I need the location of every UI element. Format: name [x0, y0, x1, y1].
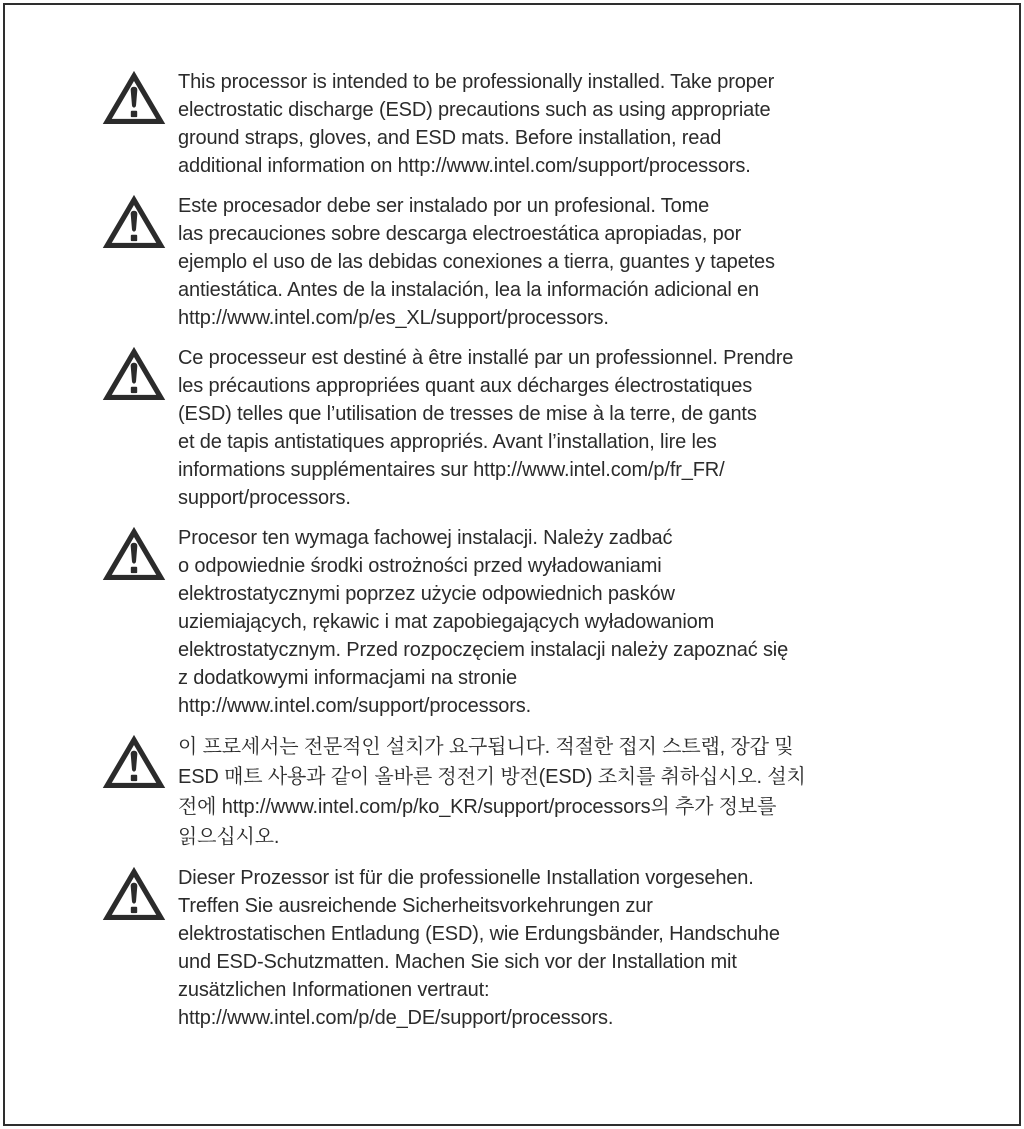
text-line: 읽으십시오.	[178, 826, 280, 848]
text-line: elektrostatischen Entladung (ESD), wie Erdungsbänder, Handschuhe	[178, 923, 780, 945]
warning-triangle-icon	[104, 192, 166, 251]
warning-triangle-icon	[104, 864, 166, 923]
warning-triangle-icon	[104, 68, 166, 127]
warning-notice-content	[104, 68, 961, 1044]
warning-notice-page	[3, 3, 1021, 1126]
warning-paragraph-polish	[104, 524, 961, 720]
text-line: Dieser Prozessor ist für die professionelle Installation vorgesehen.	[178, 867, 754, 889]
text-line: Treffen Sie ausreichende Sicherheitsvorkehrungen zur	[178, 895, 653, 917]
text-line: Este procesador debe ser instalado por un profesional. Tome	[178, 195, 710, 217]
warning-paragraph-korean	[104, 732, 961, 852]
warning-text-korean	[178, 732, 806, 852]
warning-text-spanish	[178, 192, 775, 332]
text-line: elektrostatycznymi poprzez użycie odpowiednich pasków	[178, 583, 675, 605]
warning-triangle-icon	[104, 732, 166, 791]
warning-paragraph-german	[104, 864, 961, 1032]
warning-text-german	[178, 864, 780, 1032]
warning-paragraph-french	[104, 344, 961, 512]
text-line: http://www.intel.com/p/es_XL/support/processors.	[178, 307, 609, 329]
text-line: (ESD) telles que l’utilisation de tresses de mise à la terre, de gants	[178, 403, 757, 425]
warning-text-english	[178, 68, 774, 180]
text-line: http://www.intel.com/support/processors.	[178, 695, 532, 717]
warning-triangle-icon	[104, 524, 166, 583]
text-line: 전에 http://www.intel.com/p/ko_KR/support/processors의 추가 정보를	[178, 796, 777, 818]
text-line: antiestática. Antes de la instalación, lea la información adicional en	[178, 279, 759, 301]
warning-text-polish	[178, 524, 788, 720]
text-line: http://www.intel.com/p/de_DE/support/processors.	[178, 1007, 614, 1029]
text-line: z dodatkowymi informacjami na stronie	[178, 667, 518, 689]
text-line: ground straps, gloves, and ESD mats. Before installation, read	[178, 127, 722, 149]
warning-paragraph-spanish	[104, 192, 961, 332]
text-line: ejemplo el uso de las debidas conexiones a tierra, guantes y tapetes	[178, 251, 775, 273]
text-line: elektrostatycznym. Przed rozpoczęciem instalacji należy zapoznać się	[178, 639, 789, 661]
text-line: support/processors.	[178, 487, 351, 509]
text-line: uziemiających, rękawic i mat zapobiegających wyładowaniom	[178, 611, 715, 633]
text-line: et de tapis antistatiques appropriés. Avant l’installation, lire les	[178, 431, 717, 453]
text-line: electrostatic discharge (ESD) precautions such as using appropriate	[178, 99, 771, 121]
warning-triangle-icon	[104, 344, 166, 403]
warning-text-french	[178, 344, 793, 512]
text-line: o odpowiednie środki ostrożności przed wyładowaniami	[178, 555, 662, 577]
text-line: les précautions appropriées quant aux décharges électrostatiques	[178, 375, 753, 397]
text-line: 이 프로세서는 전문적인 설치가 요구됩니다. 적절한 접지 스트랩, 장갑 및	[178, 736, 794, 758]
text-line: This processor is intended to be professionally installed. Take proper	[178, 71, 775, 93]
text-line: und ESD-Schutzmatten. Machen Sie sich vor der Installation mit	[178, 951, 737, 973]
text-line: ESD 매트 사용과 같이 올바른 정전기 방전(ESD) 조치를 취하십시오. 설치	[178, 766, 806, 788]
text-line: las precauciones sobre descarga electroestática apropiadas, por	[178, 223, 742, 245]
warning-paragraph-english	[104, 68, 961, 180]
text-line: Procesor ten wymaga fachowej instalacji. Należy zadbać	[178, 527, 673, 549]
text-line: zusätzlichen Informationen vertraut:	[178, 979, 490, 1001]
text-line: additional information on http://www.intel.com/support/processors.	[178, 155, 751, 177]
text-line: informations supplémentaires sur http://www.intel.com/p/fr_FR/	[178, 459, 725, 481]
text-line: Ce processeur est destiné à être installé par un professionnel. Prendre	[178, 347, 794, 369]
